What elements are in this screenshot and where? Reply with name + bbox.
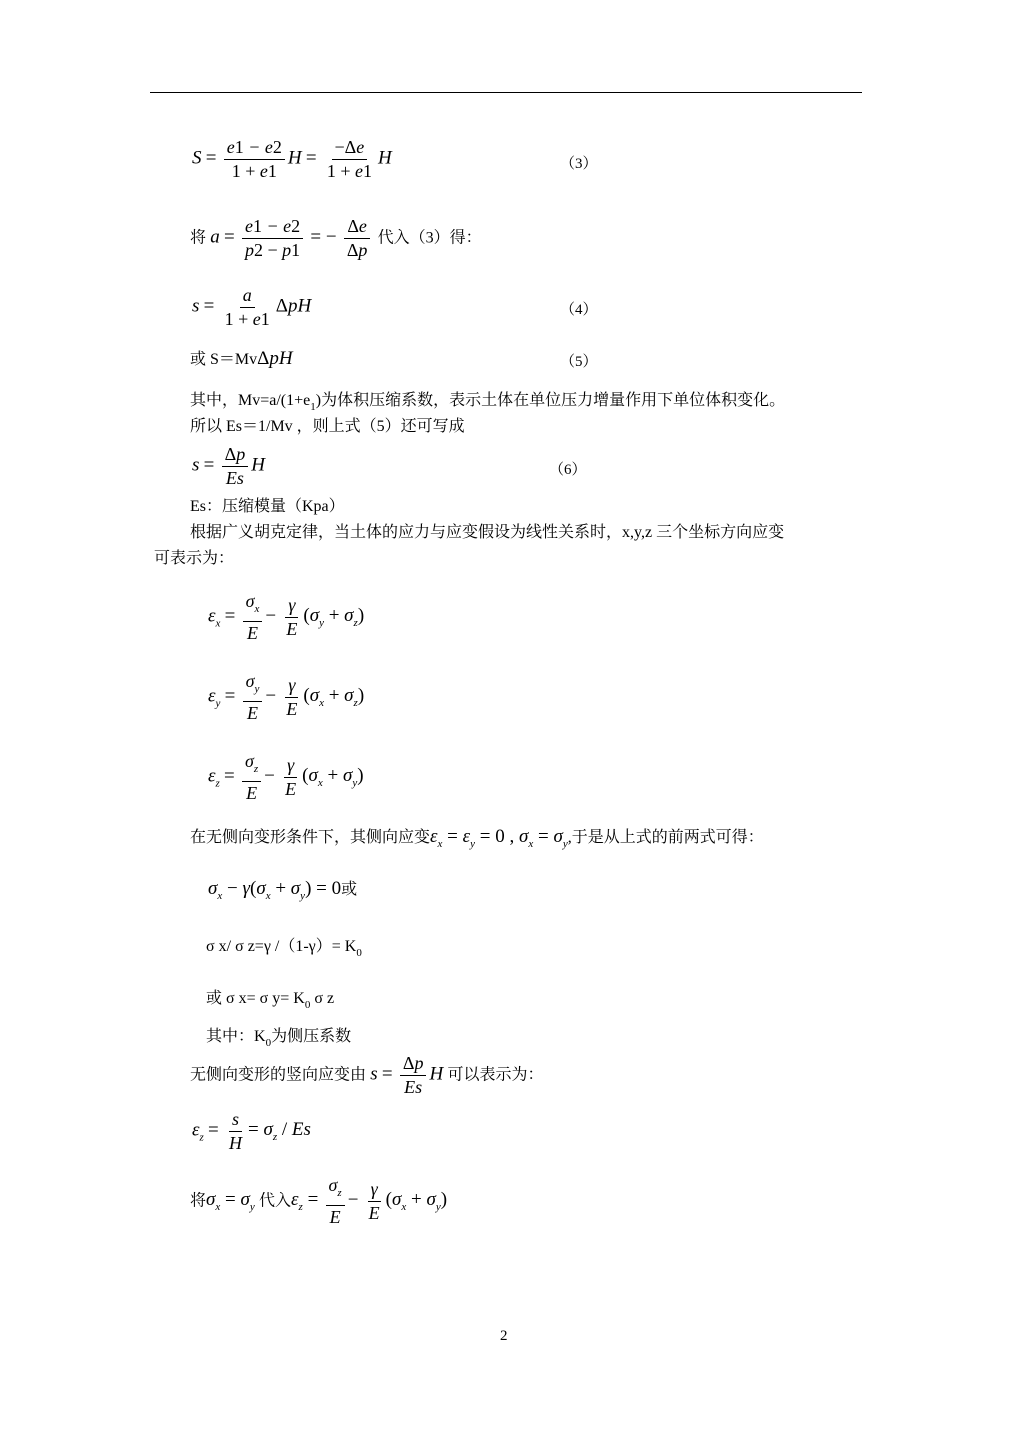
equation-3-number: （3） (560, 156, 598, 172)
equation-5-number: （5） (560, 354, 598, 370)
final-substitution: 将$\sigma_x = \sigma_y$ 代入$\varepsilon_z$ = $\frac{\sigma_z}{E}$ − $\frac{\gamma}{E}$ $(\sigma_x + \sigma_y)$ (190, 1175, 448, 1227)
substitute-lead: 将 (190, 229, 207, 247)
vertical-strain-line: 无侧向变形的竖向应变由 s = $\frac{\Delta p}{Es}$ H 可以表示为： (190, 1053, 544, 1097)
es-label: Es：压缩模量（Kpa） (190, 498, 345, 515)
hooke-line-1: 根据广义胡克定律，当土体的应力与应变假设为线性关系时，x,y,z 三个坐标方向应变 (190, 524, 785, 541)
lateral-equation: $\sigma_x - \gamma(\sigma_x + \sigma_y) = 0$或 (208, 878, 358, 902)
strain-y-equation: $\varepsilon_y$ = $\frac{\sigma_y}{E}$ − $\frac{\gamma}{E}$ $(\sigma_x + \sigma_z)$ (208, 671, 365, 723)
equation-4: s = $\frac{a}{1 + e1}$ ΔpH (192, 285, 312, 329)
header-rule (150, 92, 862, 93)
no-lateral-line: 在无侧向变形条件下，其侧向应变$\varepsilon_x = \varepsilon_y = 0$ , $\sigma_x = \sigma_y$,于是从上式的前两式可得： (190, 826, 764, 850)
or-line: 或 σ x= σ $y= K_0$ σ z (206, 990, 335, 1011)
es-relation: 所以 Es＝1/Mv ，则上式（5）还可写成 (190, 418, 465, 435)
mv-definition: 其中，$Mv=a/(1+e_1)$为体积压缩系数，表示土体在单位压力增量作用下单位体积变化。 (190, 392, 786, 413)
equation-4-number: （4） (560, 302, 598, 318)
k0-definition: 其中：$K_0$为侧压系数 (206, 1028, 352, 1049)
vertical-strain-equation: $\varepsilon_z$ = $\frac{s}{H}$ = $\sigma_z$ / Es (192, 1109, 311, 1153)
ratio-line: σ x/ σ z=γ $/(1-\gamma)= K_0$ (206, 938, 362, 959)
hooke-line-2: 可表示为： (154, 550, 235, 567)
equation-5-prefix: 或 S＝Mv (190, 351, 258, 368)
equation-6: s = $\frac{\Delta p}{Es}$ H (192, 444, 265, 488)
equation-6-number: （6） (549, 462, 587, 478)
substitution-line: 将 a = $\frac{e1 - e2}{p2 - p1}$ = − $\frac{\Delta e}{\Delta p}$ 代入（3）得： (190, 216, 482, 260)
strain-x-equation: $\varepsilon_x$ = $\frac{\sigma_x}{E}$ − $\frac{\gamma}{E}$ $(\sigma_y + \sigma_z)$ (208, 591, 365, 643)
equation-3: S = $\frac{e1 - e2}{1 + e1}$ H = $\frac{-\Delta e}{1 + e1}$ H (192, 137, 392, 181)
substitute-tail: 代入（3）得： (377, 229, 482, 247)
equation-5: 或 S＝MvΔpH (190, 348, 293, 369)
page-number: 2 (500, 1328, 508, 1344)
strain-z-equation: $\varepsilon_z$ = $\frac{\sigma_z}{E}$ − $\frac{\gamma}{E}$ $(\sigma_x + \sigma_y)$ (208, 751, 364, 803)
